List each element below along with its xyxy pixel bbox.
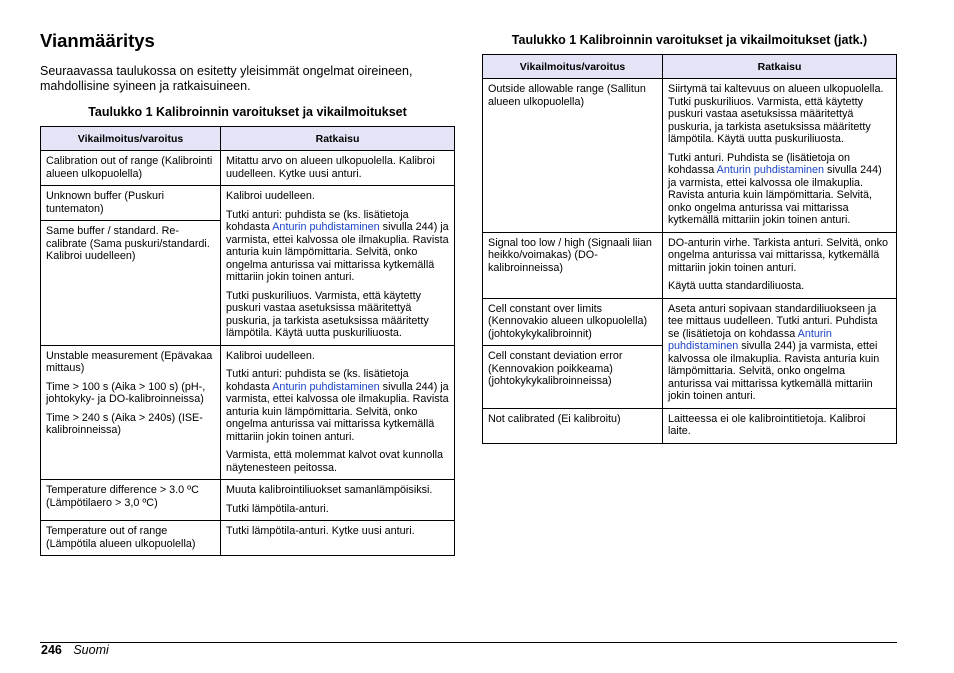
table-row [41, 480, 455, 521]
solution-text: Tutki lämpötila-anturi. Kytke uusi anturi. [226, 525, 415, 537]
solution-text: Muuta kalibrointiliuokset samanlämpöisiksi. [226, 484, 433, 496]
issue-cell [41, 221, 221, 346]
solution-cell [663, 298, 897, 408]
column-header-issue: Vikailmoitus/varoitus [41, 127, 221, 151]
issue-text: Signal too low / high (Signaali liian heikko/voimakas) (DO-kalibroinneissa) [488, 236, 652, 274]
intro-paragraph: Seuraavassa taulukossa on esitetty yleisimmät ongelmat oireineen, mahdollisine syineen ja ratkaisuineen. [40, 64, 413, 93]
issue-cell [483, 79, 663, 233]
table-row [41, 151, 455, 186]
solution-cell [221, 521, 455, 556]
column-header-solution: Ratkaisu [221, 127, 455, 151]
cross-reference-link[interactable]: Anturin puhdistaminen [716, 164, 825, 176]
table-caption: Taulukko 1 Kalibroinnin varoitukset ja vikailmoitukset [88, 105, 407, 119]
solution-text: Kalibroi uudelleen. [226, 349, 315, 362]
issue-text: Calibration out of range (Kalibrointi alueen ulkopuolella) [46, 155, 213, 180]
calibration-errors-table-continued [482, 54, 897, 444]
solution-text: Varmista, että molemmat kalvot ovat kunnolla näytenesteen peitossa. [226, 449, 444, 474]
solution-text: Tutki anturi: puhdista se (ks. lisätietoja kohdasta Anturin puhdistaminen sivulla 244) ja varmista, ettei kalvossa ole ilmakuplia. Ravista anturia kuin lämpömittaria. Selvitä, onko ongelma anturissa vai mittarissa kytkemällä mittariin jokin toinen anturi. [226, 368, 449, 443]
solution-text: Mitattu arvo on alueen ulkopuolella. Kalibroi uudelleen. Kytke uusi anturi. [226, 155, 435, 180]
issue-text: Cell constant over limits (Kennovakio alueen ulkopuolella) (johtokykykalibroinnit) [488, 302, 648, 340]
issue-cell [483, 346, 663, 409]
solution-cell [663, 232, 897, 298]
page-footer [41, 643, 109, 658]
cross-reference-link[interactable]: Anturin puhdistaminen [272, 380, 380, 393]
table-header-row [41, 127, 455, 151]
solution-text: DO-anturin virhe. Tarkista anturi. Selvitä, onko ongelma anturissa vai mittarissa, kytkemällä mittariin jokin toinen anturi. [668, 236, 889, 274]
solution-text: Siirtymä tai kaltevuus on alueen ulkopuolella. Tutki puskuriliuos. Varmista, että käytetty puskuri vastaa asetuksissa määritettyä puskuria, ja tarkista asetuksissa määritetty lämpötila. Käytä uutta puskuriliuosta. [668, 83, 884, 145]
issue-text: Temperature out of range (Lämpötila alueen ulkopuolella) [46, 525, 196, 550]
issue-text: Same buffer / standard. Re-calibrate (Sama puskuri/standardi. Kalibroi uudelleen) [46, 225, 210, 262]
solution-text: Käytä uutta standardiliuosta. [668, 280, 805, 292]
issue-cell [41, 345, 221, 480]
page-title: Vianmääritys [40, 30, 155, 51]
solution-text: Tutki puskuriliuos. Varmista, että käytetty puskuri vastaa asetuksissa määritettyä puskuria, ja tarkista asetuksissa määritetty lämpötila. Käytä uutta puskuriliuosta. [226, 289, 429, 339]
issue-text: Unstable measurement (Epävakaa mittaus) [46, 349, 213, 374]
issue-text: Unknown buffer (Puskuri tuntematon) [46, 190, 165, 215]
issue-cell [41, 186, 221, 221]
cross-reference-link[interactable]: Anturin puhdistaminen [668, 327, 832, 352]
column-header-issue: Vikailmoitus/varoitus [483, 55, 663, 79]
solution-cell [221, 186, 455, 346]
cross-reference-link[interactable]: Anturin puhdistaminen [272, 221, 380, 233]
table-row [483, 79, 897, 233]
solution-cell [663, 408, 897, 443]
table-header-row [483, 55, 897, 79]
issue-text: Time > 240 s (Aika > 240s) (ISE-kalibroinneissa) [46, 411, 203, 436]
footer-divider [40, 642, 897, 643]
table-row [41, 345, 455, 480]
issue-text: Outside allowable range (Sallitun alueen ulkopuolella) [488, 83, 646, 108]
solution-text: Tutki anturi: puhdista se (ks. lisätietoja kohdasta Anturin puhdistaminen sivulla 244) ja varmista, ettei kalvossa ole ilmakuplia. Ravista anturia kuin lämpömittaria. Selvitä, onko ongelma anturissa vai mittarissa kytkemällä mittariin jokin toinen anturi. [226, 208, 449, 283]
solution-text: Kalibroi uudelleen. [226, 190, 315, 202]
table-caption: Taulukko 1 Kalibroinnin varoitukset ja vikailmoitukset (jatk.) [511, 33, 868, 47]
issue-text: Not calibrated (Ei kalibroitu) [488, 412, 621, 425]
issue-cell [41, 151, 221, 186]
left-column [40, 30, 455, 556]
issue-text: Temperature difference > 3.0 ºC (Lämpötilaero > 3,0 ºC) [46, 484, 199, 509]
table-row [41, 186, 455, 221]
table-row [483, 408, 897, 443]
solution-text: Tutki anturi. Puhdista se (lisätietoja on kohdassa Anturin puhdistaminen sivulla 244) ja varmista, ettei kalvossa ole ilmakuplia. Ravista anturia kuin lämpömittaria. Selvitä, onko ongelma anturissa vai mittarissa kytkemällä mittariin jokin toinen anturi. [668, 151, 882, 226]
right-column [482, 33, 897, 444]
table-row [41, 521, 455, 556]
table-row [483, 232, 897, 298]
issue-cell [41, 480, 221, 521]
column-header-solution: Ratkaisu [663, 55, 897, 79]
solution-cell [221, 345, 455, 480]
issue-cell [483, 232, 663, 298]
issue-text: Cell constant deviation error (Kennovakion poikkeama) (johtokykykalibroinneissa) [488, 350, 623, 387]
solution-text: Tutki lämpötila-anturi. [226, 502, 329, 515]
issue-cell [41, 521, 221, 556]
solution-text: Laitteessa ei ole kalibrointitietoja. Kalibroi laite. [668, 412, 866, 437]
solution-cell [663, 79, 897, 233]
table-row [483, 298, 897, 346]
issue-cell [483, 408, 663, 443]
solution-text: Aseta anturi sopivaan standardiliuokseen ja tee mittaus uudelleen. Tutki anturi. Puhdista se (lisätietoja on kohdassa Anturin puhdistaminen sivulla 244) ja varmista, ettei kalvossa ole ilmakuplia. Ravista anturia kuin lämpömittaria. Selvitä, onko ongelma anturissa vai mittarissa kytkemällä mittariin jokin toinen anturi. [668, 302, 880, 402]
page-number: 246 [41, 643, 62, 657]
solution-cell [221, 480, 455, 521]
footer-language: Suomi [73, 643, 109, 657]
issue-cell [483, 298, 663, 346]
solution-cell [221, 151, 455, 186]
issue-text: Time > 100 s (Aika > 100 s) (pH-, johtokyky- ja DO-kalibroinneissa) [46, 380, 206, 405]
calibration-errors-table [40, 126, 455, 556]
